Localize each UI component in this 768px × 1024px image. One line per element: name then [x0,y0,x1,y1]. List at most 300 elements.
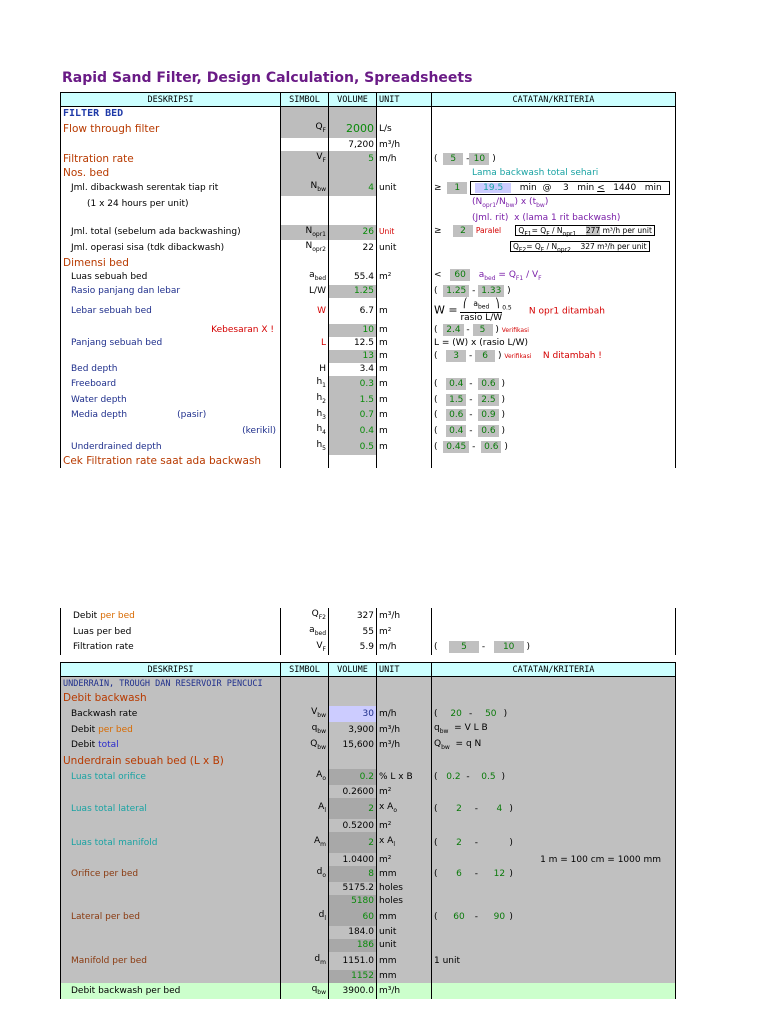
table-cell [432,138,676,151]
rate-label: Filtration rate [61,151,281,167]
table-row [61,350,676,363]
table-cell [329,196,377,212]
cell-t1-depth-3-unit: m [377,408,432,424]
cell-t2-debit-val: 327 [329,608,377,624]
text-t1-kebesaran-ver: Verifikasi [501,326,529,334]
text-t1-depth-3-lo: 0.6 [446,409,466,421]
text-t1-jml_bw-at: @ [542,182,552,193]
cell-t3-debit_per-unit: m³/h [377,722,432,738]
table-cell [281,882,329,895]
table-row [61,798,676,819]
cell-t3-manifold_bed-unit: mm [377,952,432,970]
text-t1-opsisa-u: m³/h per unit [597,241,647,251]
text-t1-total-paralel: Paralel [475,225,502,235]
table-row [61,269,676,285]
cell-t3-lateral_bed-unit: mm [377,908,432,926]
table-cell [61,939,281,952]
cell-t3-lateral_bed-label: Lateral per bed [61,908,281,926]
cell-t1-depth-1-label: Freeboard [61,376,281,392]
text-t1-jml_bw-t_min3: min [644,182,662,193]
table-cell [61,853,281,866]
text-fragment: F [546,230,550,238]
cell-t1-depth-2-val: 1.5 [329,392,377,408]
table-cell [281,240,329,256]
text-fragment: opr1 [482,201,497,209]
text-t1-total-u: m³/h per unit [602,225,652,235]
table-cell [329,107,377,121]
cell-t1-rasio-sym: L/W [281,285,329,298]
table-row [61,624,676,640]
table-cell [377,455,432,468]
text-t3-bw_rate-hi: 50 [481,708,501,720]
table-row [61,663,676,677]
cell-t1-lebar-sym: W [281,298,329,324]
cell-t1-total-label: Jml. total (sebelum ada backwashing) [61,225,281,241]
text-t3-manifold_bed-sub: m [320,958,326,966]
cell-t1-depth-0-unit: m [377,363,432,376]
cell-t2-debit-unit: m³/h [377,608,432,624]
table-cell: ( 0.2 - 0.5 ) [432,769,676,785]
cell-t1-kebesaran-val: 10 [329,324,377,337]
text-fragment: F [540,246,545,254]
header-deskripsi: DESKRIPSI [61,93,281,107]
table-cell [432,107,676,121]
text-t3-bw_rate-sym: V [311,707,318,717]
text-t2-rate-hi: 10 [494,641,524,653]
cell-t3-lateral_bed-val: 60 [329,908,377,926]
table-row [61,363,676,376]
text-t3-manifold_bed-sym: d [314,954,321,965]
table-row [61,285,676,298]
table-cell: $(N_{opr1}/N_{bw})$ x $(t_{bw})$ [432,196,676,212]
table-cell: $q_{bw} = V$ L B [432,722,676,738]
cell-t2-rate-val: 5.9 [329,640,377,656]
cell-t1-lebar-label: Lebar sebuah bed [61,298,281,324]
table-cell [61,608,281,624]
text-t1-depth-3-sym: h [316,408,323,419]
text-t1-depth-1-sub: 1 [322,381,326,389]
text-t2-debit-b: per bed [100,610,135,621]
cell-t3-debit_bw: Debit backwash [61,690,281,706]
cell-t2-rate-label: Filtration rate [61,640,281,656]
underdrain-table [60,662,676,999]
text-t3-orifice_bed-sub: o [322,871,326,879]
text-fragment: bw [441,743,450,751]
table-cell: ( 0.4 - 0.6 ) [432,423,676,439]
table-row [61,908,676,926]
table-cell [281,196,329,212]
text-t3-lateral-lo: 2 [449,803,469,815]
table-cell [61,722,281,738]
cell-t3-l2-val: 0.5200 [329,819,377,832]
cell-t1-depth-5-unit: m [377,439,432,455]
table-cell [432,983,676,999]
table-cell [281,853,329,866]
cell-t3-orifice_bed-label: Orifice per bed [61,866,281,882]
table-cell [281,983,329,999]
table-cell: $Q_{bw} = q$ N [432,738,676,754]
table-row [61,225,676,241]
table-row [61,690,676,706]
cell-t3-mm2-val: 1152 [329,970,377,983]
text-t3-manifold-sym: A [313,835,321,846]
table-cell [329,212,377,225]
table-row [61,256,676,269]
text-t1-rit-crit_b: x (lama 1 rit backwash) [514,213,621,224]
table-cell [281,785,329,798]
table-cell [329,677,377,691]
cell-t1-panjang-val: 12.5 [329,337,377,350]
table-cell [281,608,329,624]
jml-bw-value[interactable]: 4 [329,180,377,196]
text-t3-lateral-sym: A [318,801,325,812]
cell-headers-deskripsi: DESKRIPSI [61,663,281,677]
table-cell [281,180,329,196]
cell-t1-hours-label: (1 x 24 hours per unit) [61,196,281,212]
cell-t1-cek: Cek Filtration rate saat ada backwash [61,455,281,468]
table-cell [377,285,432,298]
cell-t1-flow-unit: L/s [377,120,432,138]
cell-t3-mm2-unit: mm [377,970,432,983]
text-t1-depth-3-sub: 3 [322,413,326,421]
text-t1-opsisa-sub: opr2 [312,246,326,254]
cell-t3-debit_bw_bed-label: Debit backwash per bed [61,983,281,999]
table-cell: ( 0.4 - 0.6 ) [432,376,676,392]
table-cell: ( 5 - 10 ) [432,151,676,167]
table-cell [281,926,329,939]
table-cell [281,151,329,167]
cell-t3-holes1-val: 5175.2 [329,882,377,895]
text-t1-depth-5-sym: h [316,440,323,451]
text-fragment [470,181,670,195]
filter-bed-table [60,92,676,468]
text-fragment: bed [484,274,496,282]
cell-t3-orifice_bed-unit: mm [377,866,432,882]
table-cell [281,120,329,138]
table-cell [281,722,329,738]
text-t1-depth-4-sym: h [316,424,323,435]
table-row [61,439,676,455]
table-cell [432,785,676,798]
header-row [61,93,676,107]
text-t1-flow-sym: Q [315,122,323,133]
header-volume: VOLUME [329,93,377,107]
table-row [61,324,676,337]
table-cell [432,970,676,983]
table-cell: ( 1.5 - 2.5 ) [432,392,676,408]
header-catatan: CATATAN/KRITERIA [432,93,676,107]
table-cell [281,376,329,392]
table-cell [281,640,329,656]
table-cell [329,256,377,269]
text-t1-depth-2-sub: 2 [322,397,326,405]
text-t1-p13-hi: 6 [475,350,495,362]
table-cell [281,107,329,121]
table-cell [61,819,281,832]
text-fragment: bw [505,201,515,209]
table-row [61,455,676,468]
table-cell [281,677,329,691]
table-cell [61,738,281,754]
cell-t3-lu2-unit: unit [377,939,432,952]
cell-t3-debit_bw_bed-val: 3900.0 [329,983,377,999]
table-row [61,408,676,424]
table-cell: ( 5 - 10 ) [432,640,676,656]
text-t1-total-crit: 2 [453,225,473,237]
cell-t1-p13-val: 13 [329,350,377,363]
cell-t3-debit_per-val: 3,900 [329,722,377,738]
table-row [61,882,676,895]
table-cell [281,819,329,832]
table-row [61,392,676,408]
cell-headers-unit: UNIT [377,663,432,677]
table-row [61,423,676,439]
text-t3-orifice-hi: 0.5 [478,771,498,783]
cell-t3-orifice-label: Luas total orifice [61,769,281,785]
table-cell [432,624,676,640]
table-cell [377,832,432,853]
cell-t3-orifice-val: 0.2 [329,769,377,785]
section-filter-bed: FILTER BED [61,107,281,121]
text-t3-debit_bw_bed-sym: q [311,983,318,994]
table-cell [377,753,432,769]
table-cell [281,423,329,439]
text-t1-rate-sym: V [316,152,323,162]
cell-t1-depth-0-sym: H [281,363,329,376]
cell-t1-rasio-val: 1.25 [329,285,377,298]
table-cell [61,350,281,363]
text-t3-debit_bw_bed-sub: bw [317,988,326,996]
table-cell [432,753,676,769]
table-cell [432,895,676,908]
table-cell [281,350,329,363]
cell-t1-total-unit: Unit [377,225,432,241]
table-cell [61,926,281,939]
cell-t1-opsisa-label: Jml. operasi sisa (tdk dibackwash) [61,240,281,256]
cell-t3-bw_rate-val: 30 [329,706,377,722]
table-cell [281,212,329,225]
text-t3-lateral_bed-lo: 60 [449,911,469,923]
text-t1-jml_bw-t_min2: min [577,182,595,193]
cell-t3-under: UNDERRAIN, TROUGH DAN RESERVOIR PENCUCI [61,677,281,691]
table-cell [281,832,329,853]
text-t1-depth-3-hi: 0.9 [478,409,498,421]
text-t3-debit_per-crit: = V L B [454,722,488,733]
table-cell [281,392,329,408]
text-t1-depth-1-sym: h [316,376,323,387]
cell-t3-manifold_bed-val: 1151.0 [329,952,377,970]
check-rate-table [60,608,676,655]
table-cell [432,608,676,624]
table-cell [281,769,329,785]
cell-t1-depth-4-unit: m [377,423,432,439]
text-t1-jml_bw-crit: 1 [447,182,467,194]
text-t1-total-sym: N [305,225,313,236]
table-row [61,337,676,350]
table-row [61,677,676,691]
text-t1-jml_bw-t_min: min [519,182,537,193]
table-cell [377,196,432,212]
cell-t3-l2-unit: m² [377,819,432,832]
text-fragment: F1 [515,274,524,282]
cell-t3-bw_rate-label: Backwash rate [61,706,281,722]
text-t3-debit_tot-b: total [98,740,119,751]
table-cell [432,926,676,939]
cell-t1-panjang-label: Panjang sebuah bed [61,337,281,350]
table-cell [432,882,676,895]
text-t1-rasio-hi: 1.33 [478,285,504,297]
table-row [61,832,676,853]
text-t1-luas-sub: bed [314,274,326,282]
text-t2-debit-sub: F2 [318,613,326,621]
table-cell: ≥ 2 Paralel $Q_{F1}= Q_F / N_{opr1}$ 277 m³/h per unit [432,225,676,241]
table-cell [281,970,329,983]
text-t3-lateral-sub: l [324,806,326,814]
table-row [61,151,676,167]
text-t1-jml_bw-sub: bw [317,185,326,193]
rate-value[interactable]: 5 [329,151,377,167]
text-t3-debit_per-a: Debit [71,724,96,735]
text-t3-orifice_bed-hi: 12 [489,868,509,880]
cell-t2-luas-label: Luas per bed [61,624,281,640]
table-cell [281,256,329,269]
cell-headers-catatan: CATATAN/KRITERIA [432,663,676,677]
table-cell [61,882,281,895]
cell-t1-luas-unit: m² [377,269,432,285]
cell-t1-flow2-unit: m³/h [377,138,432,151]
table-row [61,819,676,832]
table-cell: ( 2 - 4 ) [432,798,676,819]
table-cell [281,167,329,180]
table-cell [377,167,432,180]
table-cell [281,324,329,337]
text-t1-depth-4-lo: 0.4 [446,425,466,437]
cell-t1-depth-1-val: 0.3 [329,376,377,392]
nos-bed-label: Nos. bed [61,167,281,180]
table-row [61,640,676,656]
table-row [61,212,676,225]
table-cell: ( 0.6 - 0.9 ) [432,408,676,424]
text-fragment: bw [439,727,449,735]
table-cell [281,908,329,926]
cell-t3-debit_tot-val: 15,600 [329,738,377,754]
cell-t1-kebesaran-unit: m [377,324,432,337]
cell-t1-luas-val: 55.4 [329,269,377,285]
cell-t1-p13-unit: m [377,350,432,363]
cell-t3-manifold_bed-label: Manifold per bed [61,952,281,970]
table-row [61,167,676,180]
text-fragment: $Q_{F2}= Q_F / N_{opr2}$ 327 m³/h per unit [510,241,650,252]
table-cell [61,895,281,908]
cell-t3-lateral-val: 2 [329,798,377,819]
header-simbol: SIMBOL [281,93,329,107]
text-t3-lateral_bed-sym: d [318,910,325,921]
table-row [61,866,676,882]
text-fragment: $a_{bed} = Q_{F1} / V_F$ [478,270,542,282]
table-cell [432,240,676,256]
cell-t3-lu1-val: 184.0 [329,926,377,939]
table-row [61,939,676,952]
text-fragment: F [538,274,542,282]
table-row [61,970,676,983]
table-cell [281,753,329,769]
text-fragment: opr2 [557,246,571,254]
text-t3-orifice_bed-lo: 6 [449,868,469,880]
cell-t1-depth-5-label: Underdrained depth [61,439,281,455]
table-row [61,785,676,798]
cell-t1-jml_bw-unit: unit [377,180,432,196]
table-cell [432,677,676,691]
table-cell [432,120,676,138]
text-t1-depth-3-note: (pasir) [177,410,207,421]
table-cell [61,212,281,225]
text-t1-jml_bw-v1: 19.5 [475,183,511,193]
text-t3-manifold-lo: 2 [449,837,469,849]
table-cell [281,866,329,882]
cell-headers-volume: VOLUME [329,663,377,677]
text-t1-rate-lo: 5 [443,153,463,165]
table-row [61,722,676,738]
text-t1-opsisa-v327: 327 [580,241,595,251]
text-t1-lebar-rasio: rasio L/W [460,312,503,323]
table-cell [281,952,329,970]
text-t1-depth-2-hi: 2.5 [478,394,498,406]
table-cell: ( 0.45 - 0.6 ) [432,439,676,455]
text-fragment: F1 [524,230,532,238]
cell-t1-lebar-val: 6.7 [329,298,377,324]
flow-label: Flow through filter [61,120,281,138]
text-t1-depth-5-sub: 5 [322,444,326,452]
table-cell: ( 6 - 12 ) [432,866,676,882]
flow-value[interactable]: 2000 [329,120,377,138]
cell-t3-m2-unit: m² [377,853,432,866]
text-fragment: $a_{bed}$ [473,299,490,311]
table-cell [377,212,432,225]
text-t3-lateral-unit: x A [379,801,394,812]
cell-t2-rate-unit: m/h [377,640,432,656]
text-t1-depth-5-lo: 0.45 [443,441,469,453]
table-cell [377,677,432,691]
table-cell [329,455,377,468]
text-t1-total-v277: 277 [585,225,601,235]
text-t1-flow-sub: F [322,126,326,134]
table-cell [432,256,676,269]
text-t1-depth-1-lo: 0.4 [446,378,466,390]
table-cell [432,939,676,952]
table-cell: ≥ 1 19.5 min @ 3 min < 1440 min [432,180,676,196]
table-cell [377,256,432,269]
cell-t3-o2-unit: m² [377,785,432,798]
cell-t3-holes2-unit: holes [377,895,432,908]
cell-t2-luas-val: 55 [329,624,377,640]
cell-t3-debit_bw_bed-unit: m³/h [377,983,432,999]
table-row [61,298,676,324]
text-t1-depth-2-sym: h [316,392,323,403]
cell-t1-total-val: 26 [329,225,377,241]
text-t3-lateral_bed-hi: 90 [489,911,509,923]
table-row [61,769,676,785]
cell-t1-opsisa-val: 22 [329,240,377,256]
table-cell [281,439,329,455]
table-row [61,895,676,908]
table-cell [432,269,676,285]
text-t1-p13-lo: 3 [446,350,466,362]
table-row [61,196,676,212]
table-cell [432,298,676,324]
table-cell [281,624,329,640]
text-t2-luas-sub: bed [314,629,326,637]
text-t3-debit_tot-sym: Q [310,738,318,749]
